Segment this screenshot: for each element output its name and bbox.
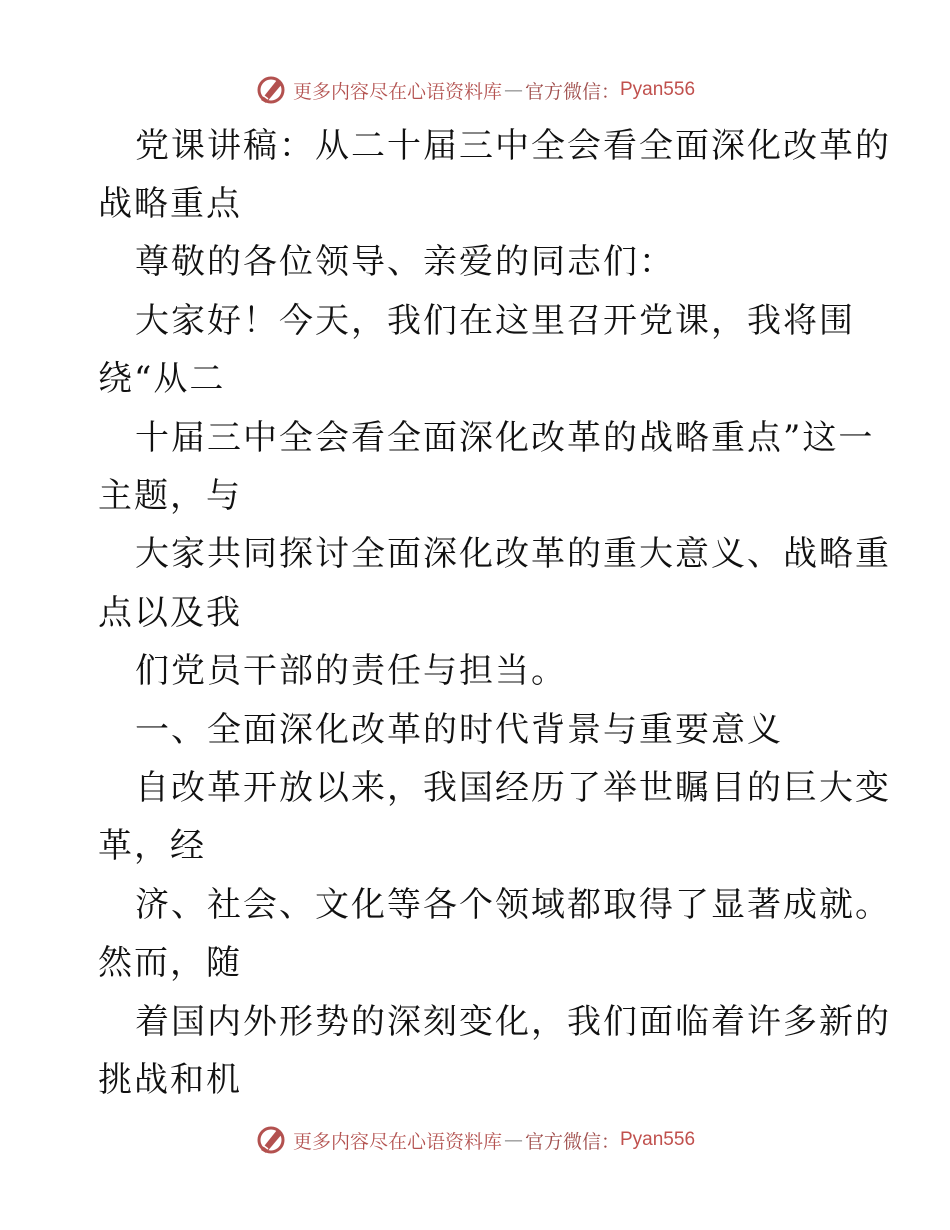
- section-heading: 一、全面深化改革的时代背景与重要意义: [135, 710, 783, 750]
- footer-watermark: [0, 1120, 950, 1160]
- watermark-dash: —: [503, 79, 523, 101]
- watermark-id: Pyan556: [620, 79, 696, 100]
- watermark-text: 更多内容尽在心语资料库: [292, 80, 502, 103]
- paragraph-line: 挑战和机: [98, 1060, 242, 1100]
- paragraph-line: 主题，与: [98, 476, 242, 516]
- watermark-label: 官方微信：: [524, 80, 620, 103]
- paragraph-line: 点以及我: [98, 593, 242, 633]
- pen-on-globe-icon: [255, 1124, 287, 1156]
- salutation: 尊敬的各位领导、亲爱的同志们：: [135, 242, 675, 282]
- paragraph-line: 十届三中全会看全面深化改革的战略重点”这一: [135, 418, 875, 458]
- paragraph-line: 着国内外形势的深刻变化，我们面临着许多新的: [135, 1002, 891, 1042]
- pen-on-globe-icon: [255, 74, 287, 106]
- watermark-dash: —: [503, 1129, 523, 1151]
- paragraph-line: 大家好！今天，我们在这里召开党课，我将围: [135, 301, 855, 341]
- document-title-line-2: 战略重点: [98, 184, 242, 224]
- watermark-text: 更多内容尽在心语资料库: [292, 1130, 502, 1153]
- paragraph-line: 革，经: [98, 826, 206, 866]
- header-watermark: [0, 70, 950, 110]
- document-title-line-1: 党课讲稿：从二十届三中全会看全面深化改革的: [135, 126, 891, 166]
- paragraph-line: 自改革开放以来，我国经历了举世瞩目的巨大变: [135, 768, 891, 808]
- paragraph-line: 绕“从二: [98, 359, 226, 399]
- paragraph-line: 大家共同探讨全面深化改革的重大意义、战略重: [135, 534, 891, 574]
- watermark-label: 官方微信：: [524, 1130, 620, 1153]
- paragraph-line: 然而，随: [98, 943, 242, 983]
- paragraph-line: 济、社会、文化等各个领域都取得了显著成就。: [135, 885, 891, 925]
- paragraph-line: 们党员干部的责任与担当。: [135, 651, 567, 691]
- watermark-id: Pyan556: [620, 1129, 696, 1150]
